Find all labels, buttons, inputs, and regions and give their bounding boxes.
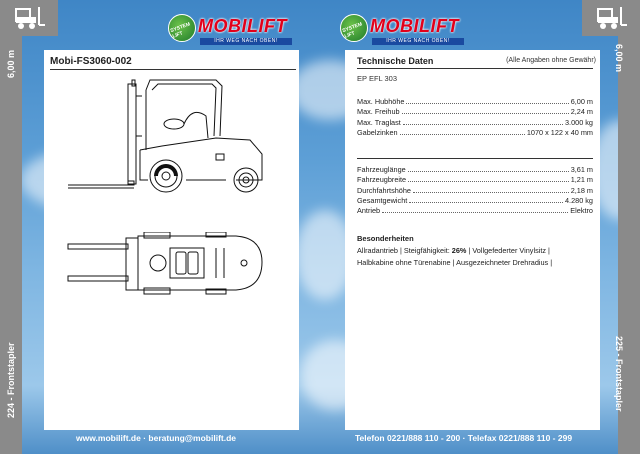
- section-title: Technische Daten: [357, 56, 434, 66]
- spec-row: Max. Traglast 3.000 kg: [357, 117, 593, 127]
- forklift-icon: [12, 5, 46, 31]
- left-height-tab: 6,00 m: [6, 49, 16, 78]
- forklift-icon: [594, 5, 628, 31]
- system-lift-seal: SYSTEM LIFT: [340, 14, 368, 42]
- forklift-top-drawing: [66, 232, 276, 312]
- model-title: Mobi-FS3060-002: [50, 56, 132, 67]
- spec-row: Fahrzeugbreite 1,21 m: [357, 175, 593, 185]
- spec-row: Max. Freihub 2,24 m: [357, 107, 593, 117]
- right-forklift-tab: [582, 0, 640, 36]
- spec-group-lifting: [357, 96, 593, 137]
- specs-panel: [345, 50, 600, 430]
- disclaimer: (Alle Angaben ohne Gewähr): [506, 57, 596, 64]
- spec-row: Fahrzeuglänge 3,61 m: [357, 165, 593, 175]
- brand-name: MOBILIFT: [198, 16, 287, 36]
- spec-row: Max. Hubhöhe 6,00 m: [357, 97, 593, 107]
- left-forklift-tab: [0, 0, 58, 36]
- left-page-label: 224 - Frontstapler: [6, 342, 16, 418]
- spec-row: Antrieb Elektro: [357, 205, 593, 215]
- spec-row: Gesamtgewicht 4.280 kg: [357, 195, 593, 205]
- forklift-side-drawing: [66, 76, 276, 196]
- features-line: Halbkabine ohne Türenabine | Ausgezeichneter Drehradius |: [357, 258, 553, 267]
- spec-row: Gabelzinken 1070 x 122 x 40 mm: [357, 127, 593, 137]
- footer-contact-web[interactable]: www.mobilift.de · beratung@mobilift.de: [76, 433, 237, 443]
- right-height-tab: 6,00 m: [614, 44, 624, 73]
- brand-slogan: IHR WEG NACH OBEN!: [372, 38, 464, 45]
- title-divider: [357, 68, 593, 69]
- spec-group-dimensions: [357, 164, 593, 215]
- system-lift-seal: SYSTEM LIFT: [168, 14, 196, 42]
- title-divider: [50, 69, 296, 70]
- brand-name: MOBILIFT: [370, 16, 459, 36]
- spec-row: Durchfahrtshöhe 2,18 m: [357, 185, 593, 195]
- model-code: EP EFL 303: [357, 74, 398, 83]
- model-panel: [44, 50, 299, 430]
- features-title: Besonderheiten: [357, 234, 414, 243]
- features-line: Allradantrieb | Steigfähigkeit: 26% | Vollgefederter Vinylsitz |: [357, 246, 550, 255]
- right-page-label: 225 - Frontstapler: [614, 336, 624, 412]
- footer-contact-phone: Telefon 0221/888 110 - 200 · Telefax 0221/888 110 - 299: [355, 433, 573, 443]
- brand-slogan: IHR WEG NACH OBEN!: [200, 38, 292, 45]
- section-divider: [357, 158, 593, 159]
